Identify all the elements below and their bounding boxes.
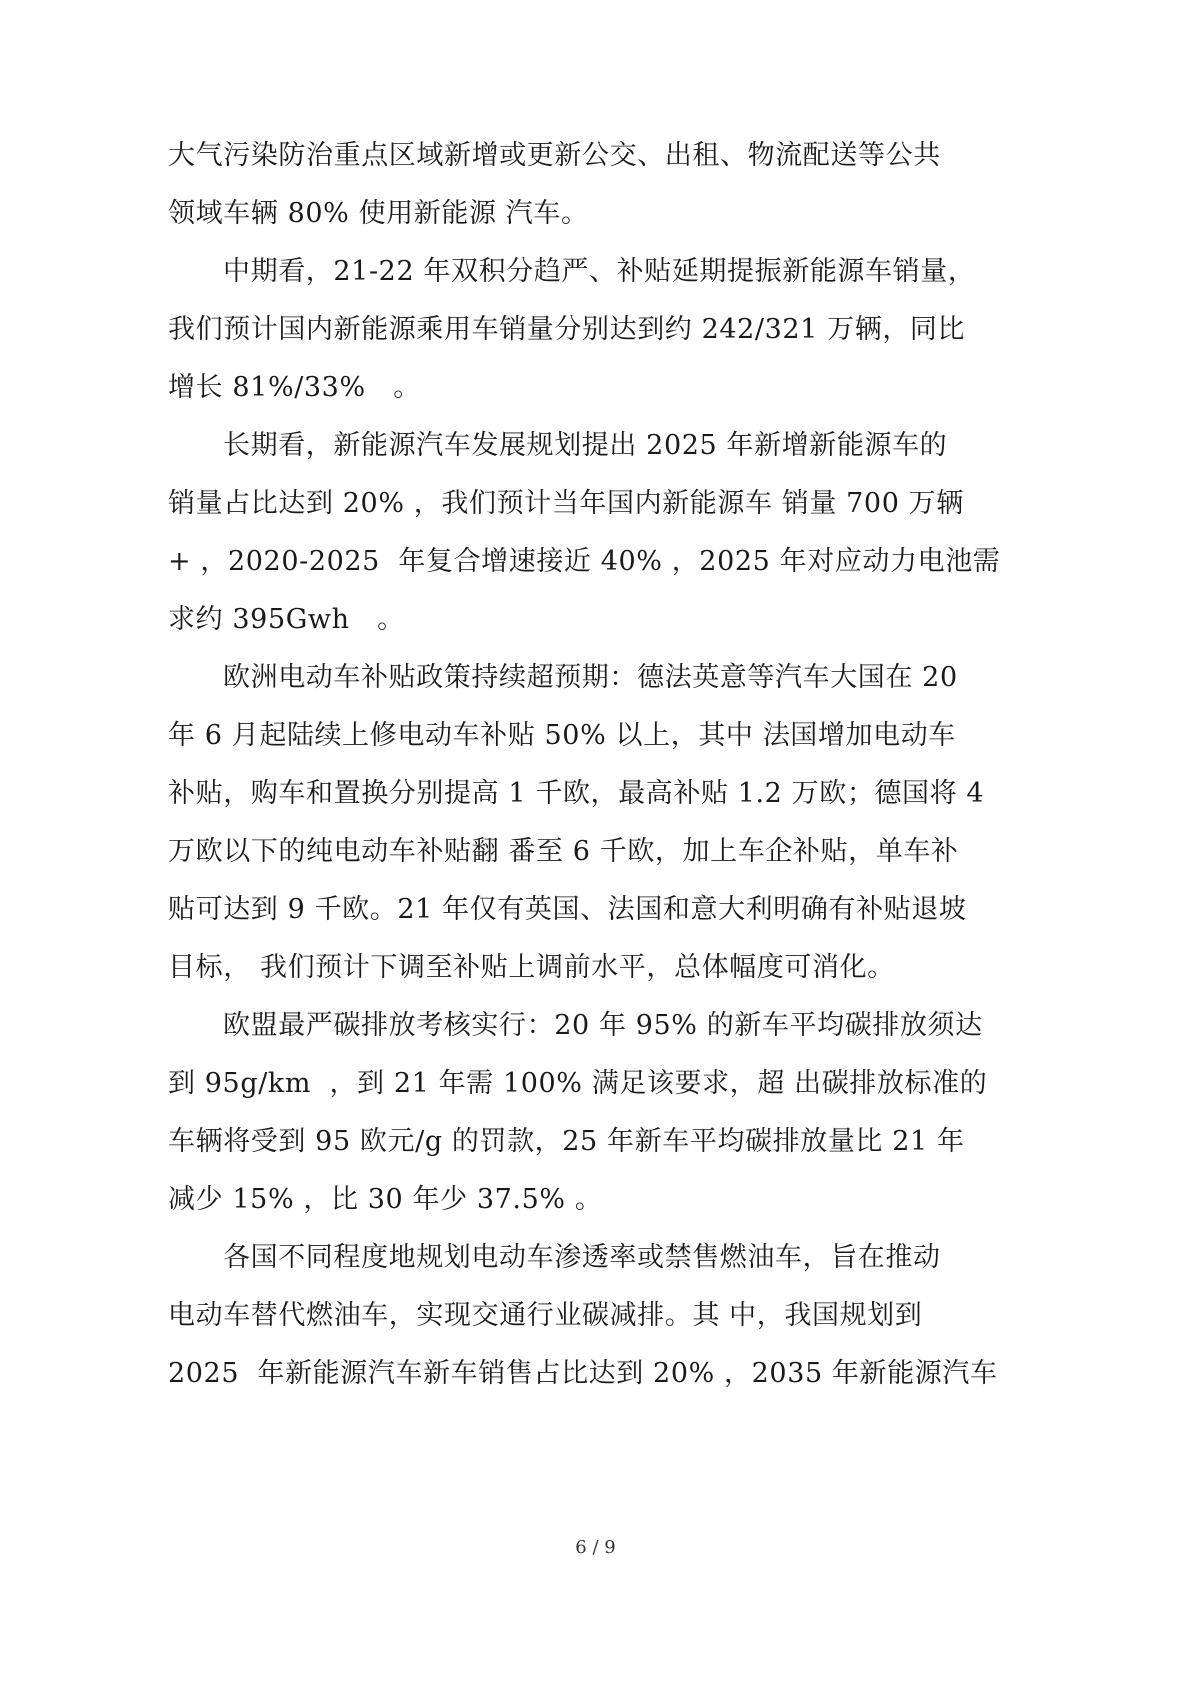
text-line: 大气污染防治重点区域新增或更新公交、出租、物流配送等公共 bbox=[168, 140, 941, 171]
text-line: 中期看，21-22 年双积分趋严、补贴延期提振新能源车销量， bbox=[223, 256, 976, 287]
text-line: 车辆将受到 95 欧元/g 的罚款，25 年新车平均碳排放量比 21 年 bbox=[168, 1126, 965, 1157]
page-number: 6 / 9 bbox=[575, 1537, 616, 1558]
text-line: 求约 395Gwh 。 bbox=[168, 604, 405, 635]
text-line: 领域车辆 80% 使用新能源 汽车。 bbox=[168, 198, 589, 229]
text-line: 电动车替代燃油车，实现交通行业碳减排。其 中，我国规划到 bbox=[168, 1300, 923, 1331]
text-line: 增长 81%/33% 。 bbox=[168, 372, 421, 403]
text-line: 减少 15% ，比 30 年少 37.5% 。 bbox=[168, 1184, 603, 1215]
text-line: 各国不同程度地规划电动车渗透率或禁售燃油车，旨在推动 bbox=[223, 1242, 941, 1273]
text-line: 欧洲电动车补贴政策持续超预期：德法英意等汽车大国在 20 bbox=[223, 662, 958, 693]
text-line: 补贴，购车和置换分别提高 1 千欧，最高补贴 1.2 万欧；德国将 4 bbox=[168, 778, 985, 809]
text-line: 贴可达到 9 千欧。21 年仅有英国、法国和意大利明确有补贴退坡 bbox=[168, 894, 967, 925]
text-line: 2025 年新能源汽车新车销售占比达到 20% ，2035 年新能源汽车 bbox=[168, 1358, 998, 1389]
text-line: 长期看，新能源汽车发展规划提出 2025 年新增新能源车的 bbox=[223, 430, 948, 461]
text-line: 销量占比达到 20% ，我们预计当年国内新能源车 销量 700 万辆 bbox=[168, 488, 964, 519]
text-line: + ，2020-2025 年复合增速接近 40% ，2025 年对应动力电池需 bbox=[168, 546, 1001, 577]
text-line: 万欧以下的纯电动车补贴翻 番至 6 千欧，加上车企补贴，单车补 bbox=[168, 836, 959, 867]
text-line: 年 6 月起陆续上修电动车补贴 50% 以上，其中 法国增加电动车 bbox=[168, 720, 956, 751]
text-line: 欧盟最严碳排放考核实行：20 年 95% 的新车平均碳排放须达 bbox=[223, 1010, 983, 1041]
text-line: 我们预计国内新能源乘用车销量分别达到约 242/321 万辆，同比 bbox=[168, 314, 966, 345]
text-line: 目标， 我们预计下调至补贴上调前水平，总体幅度可消化。 bbox=[168, 952, 895, 983]
text-line: 到 95g/km ，到 21 年需 100% 满足该要求，超 出碳排放标准的 bbox=[168, 1068, 988, 1099]
